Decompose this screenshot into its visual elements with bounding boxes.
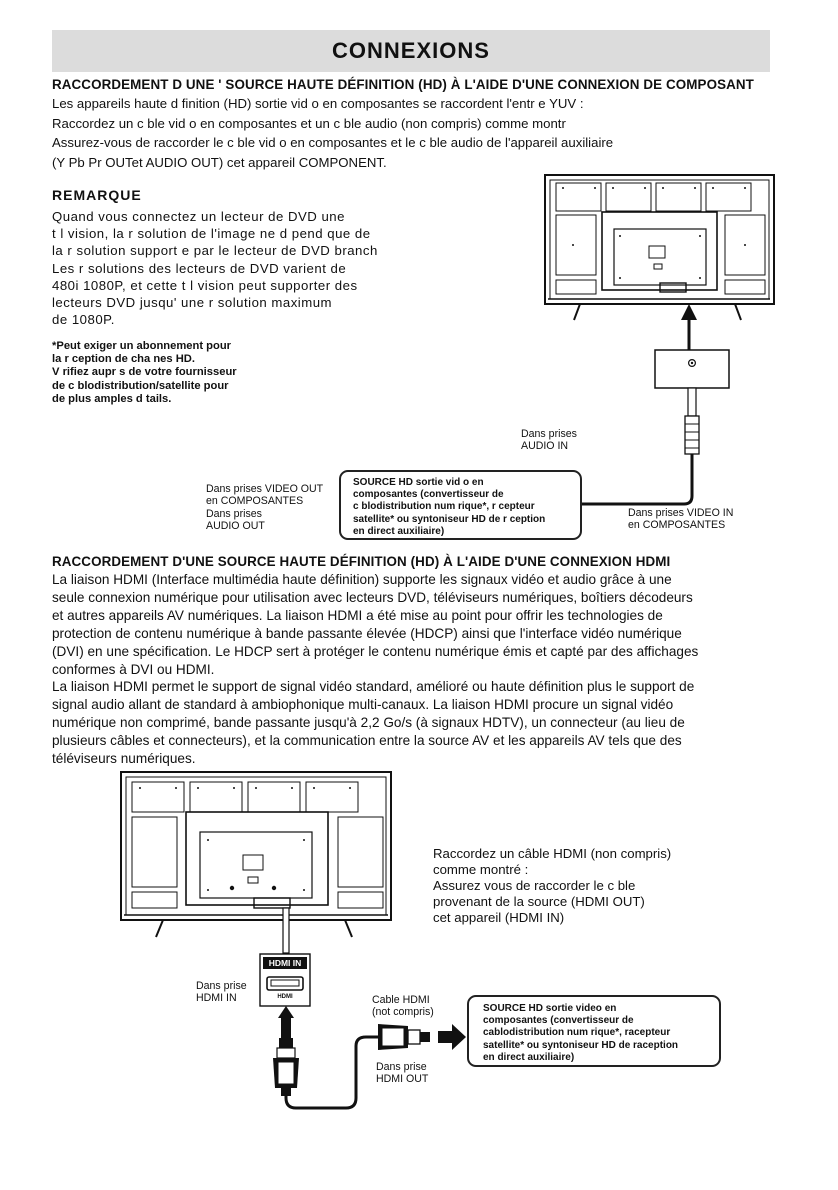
source-out-line: Dans prises bbox=[206, 507, 262, 520]
hdmi-heading: RACCORDEMENT D'UNE SOURCE HAUTE DÉFINITION (HD) À L'AIDE D'UNE CONNEXION HDMI bbox=[52, 554, 671, 569]
component-line: Les appareils haute d finition (HD) sortie vid o en composantes se raccordent l'entr e YUV : bbox=[52, 96, 584, 111]
hdmi-line: protection de contenu numérique à bande passante élevée (HDCP) ainsi que l'interface vidéo numérique bbox=[52, 625, 682, 641]
hdmi-source-line: cablodistribution num rique*, racepteur bbox=[483, 1027, 671, 1039]
hdmi-cable bbox=[286, 1037, 378, 1108]
asterisk-line: *Peut exiger un abonnement pour bbox=[52, 340, 232, 352]
hdmi-instruction-line: cet appareil (HDMI IN) bbox=[433, 910, 565, 925]
source-box-line: SOURCE HD sortie vid o en bbox=[353, 477, 484, 488]
asterisk-line: de plus amples d tails. bbox=[52, 392, 172, 405]
component-heading: RACCORDEMENT D UNE ' SOURCE HAUTE DÉFINITION (HD) À L'AIDE D'UNE CONNEXION DE COMPOSANT bbox=[52, 77, 754, 92]
source-box-line: c blodistribution num rique*, r cepteur bbox=[353, 501, 535, 513]
source-out-line: en COMPOSANTES bbox=[206, 495, 304, 508]
cable-hdmi-label bbox=[372, 994, 434, 1019]
tv-screw-dots-2 bbox=[139, 787, 351, 891]
dans-prise-in-line: HDMI IN bbox=[196, 992, 237, 1005]
dans-prise-out-line: Dans prise bbox=[376, 1061, 427, 1073]
hdmi-line: seule connexion numérique pour utilisation avec lecteurs DVD, téléviseurs numériques, boîtiers décodeurs bbox=[52, 589, 693, 605]
hdmi-line: numérique non comprimé, bande passante jusqu'à 2,2 Go/s (à signaux HDTV), un connecteur (au lieu de bbox=[52, 715, 685, 731]
hdmi-line: conformes à DVI ou HDMI. bbox=[52, 661, 215, 677]
remarque-line: Les r solutions des lecteurs de DVD varient de bbox=[52, 260, 347, 276]
dans-prise-in-line: Dans prise bbox=[196, 980, 247, 992]
asterisk-line: de c blodistribution/satellite pour bbox=[52, 379, 229, 392]
hdmi-source-line: en direct auxiliaire) bbox=[483, 1051, 575, 1063]
cable-label-line: Cable HDMI bbox=[372, 994, 430, 1006]
remarque-line: Quand vous connectez un lecteur de DVD une bbox=[52, 209, 345, 224]
hdmi-paragraph bbox=[52, 571, 698, 768]
hdmi-source-box bbox=[467, 995, 721, 1067]
hdmi-source-line: SOURCE HD sortie video en bbox=[483, 1003, 617, 1014]
tv-back-illustration-1 bbox=[545, 175, 774, 320]
hdmi-line: plusieurs câbles et connecteurs), et la communication entre la source AV et les appareils AV tels que des bbox=[52, 733, 682, 749]
remarque-line: la r solution support e par le lecteur de DVD branch bbox=[52, 243, 378, 259]
audio-in-label-line: Dans prises bbox=[521, 428, 577, 440]
audio-in-label-line: AUDIO IN bbox=[521, 440, 569, 453]
dans-prise-hdmi-in bbox=[196, 980, 247, 1005]
hdmi-line: La liaison HDMI (Interface multimédia haute définition) supporte les signaux vidéo et audio grâce à une bbox=[52, 572, 672, 587]
hdmi-instructions bbox=[433, 846, 671, 926]
video-in-label bbox=[628, 507, 733, 532]
hdmi-line: La liaison HDMI permet le support de signal vidéo standard, amélioré ou haute définition plus le support de bbox=[52, 679, 695, 695]
hdmi-line: signal audio allant de standard à ambiophonique multi-canaux. La liaison HDMI procure un signal vidéo bbox=[52, 697, 674, 713]
remarque-line: 480i 1080P, et cette t l vision peut supporter des bbox=[52, 277, 358, 293]
hdmi-plug-horizontal-icon bbox=[378, 1024, 430, 1050]
asterisk-line: la r ception de cha nes HD. bbox=[52, 353, 195, 366]
audio-in-label bbox=[521, 428, 577, 453]
adapter-box bbox=[655, 350, 729, 388]
source-box-line: en direct auxiliaire) bbox=[353, 525, 445, 537]
hdmi-instruction-line: Raccordez un câble HDMI (non compris) bbox=[433, 846, 672, 861]
arrow-up-icon bbox=[681, 304, 697, 320]
remarque-line: t l vision, la r solution de l'image ne d pend que de bbox=[52, 226, 371, 242]
hdmi-instruction-line: Assurez vous de raccorder le c ble bbox=[433, 878, 636, 893]
source-out-line: Dans prises VIDEO OUT bbox=[206, 483, 324, 495]
rca-plug-icon bbox=[685, 388, 699, 454]
hdmi-line: (DVI) en une spécification. Le HDCP sert à protéger le contenu numérique émis et capté par des affichages bbox=[52, 643, 699, 659]
hdmi-plug-icon bbox=[273, 1038, 299, 1096]
hdmi-source-line: composantes (convertisseur de bbox=[483, 1015, 634, 1027]
dans-prise-out-line: HDMI OUT bbox=[376, 1073, 429, 1086]
arrow-up-icon-2 bbox=[278, 1006, 294, 1018]
video-in-line: en COMPOSANTES bbox=[628, 519, 726, 532]
remarque-title: REMARQUE bbox=[52, 187, 142, 203]
remarque-line: lecteurs DVD jusqu' une r solution maximum bbox=[52, 295, 333, 311]
dans-prise-hdmi-out bbox=[376, 1061, 428, 1086]
hdmi-line: téléviseurs numériques. bbox=[52, 751, 196, 767]
tv-back-illustration-2 bbox=[121, 772, 391, 937]
source-out-labels bbox=[206, 483, 323, 533]
component-source-box bbox=[339, 470, 582, 540]
source-box-line: satellite* ou syntoniseur HD de r ception bbox=[353, 513, 546, 525]
component-line: (Y Pb Pr OUTet AUDIO OUT) cet appareil COMPONENT. bbox=[52, 154, 387, 170]
component-line: Raccordez un c ble vid o en composantes et un c ble audio (non compris) comme montr bbox=[52, 115, 566, 131]
hdmi-instruction-line: comme montré : bbox=[433, 862, 529, 877]
hdmi-port-label: HDMI bbox=[277, 994, 293, 1000]
asterisk-line: V rifiez aupr s de votre fournisseur bbox=[52, 366, 237, 379]
remarque-line: de 1080P. bbox=[52, 312, 115, 328]
source-out-line: AUDIO OUT bbox=[206, 520, 265, 533]
hdmi-source-line: satellite* ou syntoniseur HD de raception bbox=[483, 1039, 679, 1051]
component-line: Assurez-vous de raccorder le c ble vid o en composantes et le c ble audio de l'appareil auxiliaire bbox=[52, 135, 614, 151]
arrow-right-icon bbox=[452, 1024, 466, 1050]
hdmi-instruction-line: provenant de la source (HDMI OUT) bbox=[433, 894, 645, 909]
source-box-line: composantes (convertisseur de bbox=[353, 489, 504, 501]
hdmi-line: et autres appareils AV numériques. La liaison HDMI a été mise au point pour offrir les technologies de bbox=[52, 607, 663, 623]
cable-label-line: (not compris) bbox=[372, 1006, 434, 1019]
page-title: CONNEXIONS bbox=[332, 38, 490, 63]
hdmi-in-badge: HDMI IN bbox=[268, 958, 302, 968]
component-cable bbox=[580, 454, 692, 504]
video-in-line: Dans prises VIDEO IN bbox=[628, 507, 734, 519]
